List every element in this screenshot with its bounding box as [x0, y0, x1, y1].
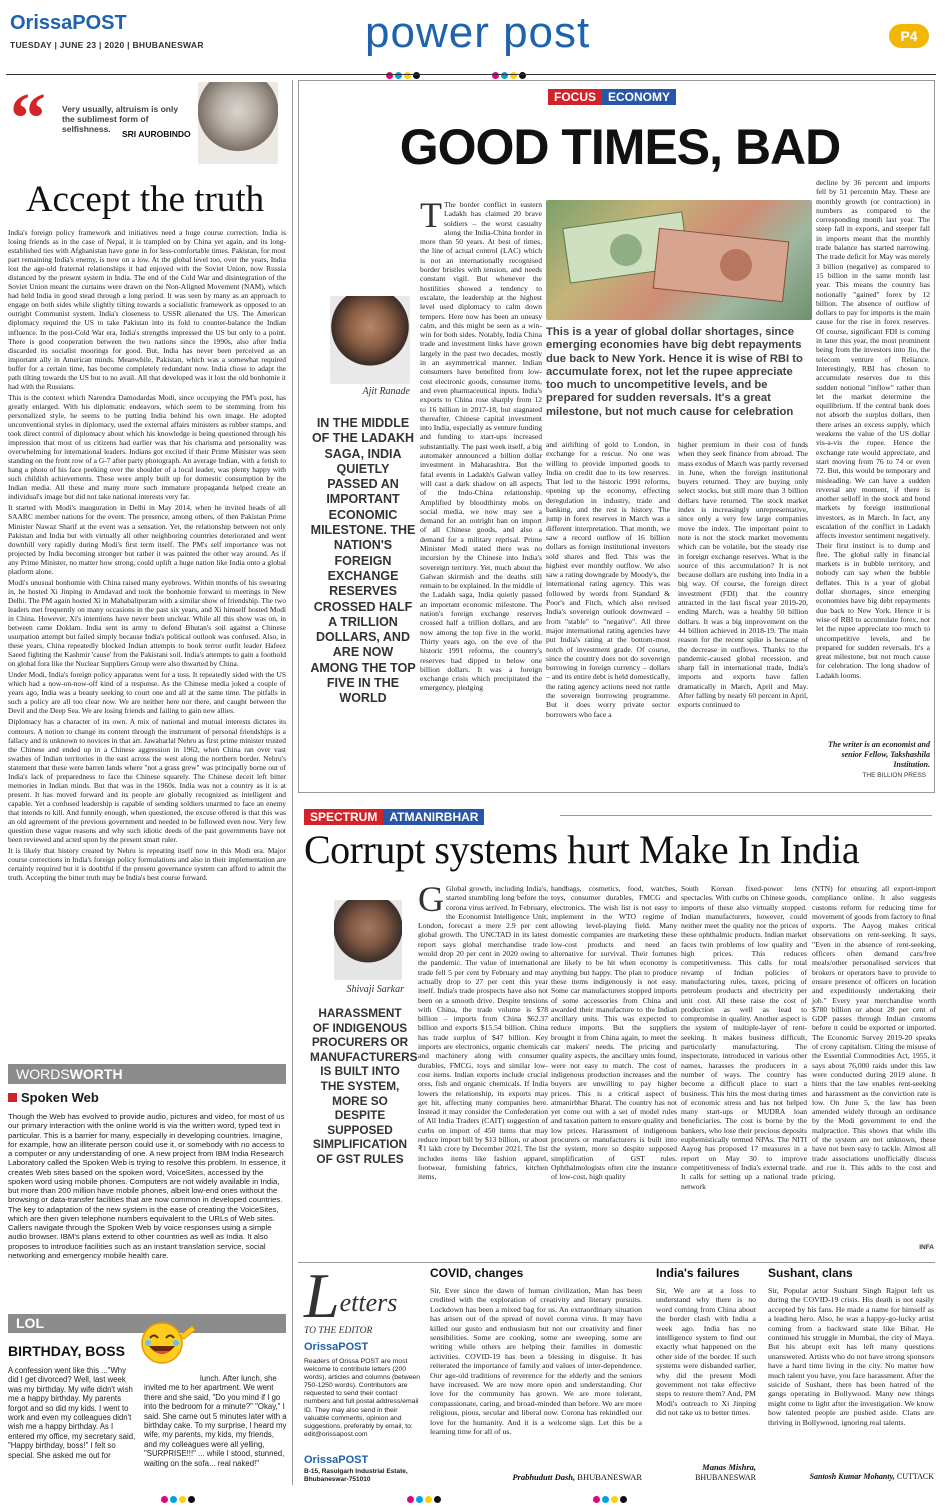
page-number-badge: [889, 24, 929, 48]
focus-col3: higher premium in their cost of funds when they seek finance from abroad. The mass exodus of March was partly reversed in June, when the foreign institutional buyers returned. They are buying only select stocks, but still more than 3 billion dollars have returned. The stock market index is increasingly unrepresentative, since only a very few large companies move the index. The important point to note is not the stock market movements which can be volatile, but the steady rise in foreign exchange reserves. What is the source of this accumulation? It is not because dollars are rushing into India in a big way. Of course, the foreign direct investment (FDI) that the country attracted in the last fiscal year 2019-20, ending March, was a healthy 50 billion dollars. It was a big improvement on the 44 billion achieved in 2018-19. The main reason for the recent spike is because of the decrease in outflows. Thanks to the pandemic-caused global recession, and sharp fall in international trade, India's imports and exports have fallen dramatically in March, April and May. After falling by nearly 60 percent in April, exports continued to: [678, 440, 808, 710]
color-registration-top: [385, 64, 585, 72]
letters-brand-2: [304, 1454, 404, 1467]
column-divider: [292, 80, 293, 1485]
reg-dot-b2: [170, 1496, 177, 1503]
editorial-paragraph: Diplomacy has a character of its own. A mix of national and mutual interests dictates its contours. A notion to change its content through the instrument of personal friendships is a fallacy and is unknown to novices in that art. Jawaharlal Nehru as first prime minister trusted the Chinese and ended up in a Chinese aggression in 1962, when China ran over vast swathes of Indian territories in the east across the west along the northern border. Nehru's statement that these were barren lands where "not a grass grew" was principally borne out of India's lack of preparedness to face the Chinese squarely. The Chinese deceit left bitter memories in Indian minds. But that was in the 1960s. India was not a country as it is at present. It has moved forward and its people are globally recognized as intelligent and capable. Yet a confused leadership is capable of sending soldiers unarmed to face an enemy that intends to kill. And funnily enough, when questioned, the excuse offered is that this was an old agreement of the previous government and needed to be followed even now. Very few question these vague reasons and why such idiotic deeds of the past governments have not been reviewed and acted upon by the present smart ruler.: [8, 717, 286, 845]
letters-top-rule: [298, 1262, 935, 1263]
spectrum-tag-b: ATMANIRBHAR: [383, 809, 484, 825]
spectrum-headline: Corrupt systems hurt Make In India: [304, 827, 860, 872]
focus-headline: GOOD TIMES, BAD: [399, 119, 841, 175]
spectrum-col2: handbags, cosmetics, food, watches, toys, consumer durables, FMCG and electronics. The wish list is not easy to implement in the WTO regime of allowing level-playing field. Many domestic companies are marketing these low-cost products and need an alternative for survival. Their fortunes are likely to be hit when economy is anything but happy. The plan to produce these items indigenously is not easy. Some car manufacturers stopped imports of some accessories from China and awarded their manufacture to the Indian ancillary units. This was expected to reduce imports. But the suppliers brought it from China again, to meet the car makers' needs. The pricing and quality aspects, the ancillary units found, were not easy to match. The cost of indigenous production increases and the buyers are unwilling to pay higher prices. This is a critical aspect of atmanirbhar Bharat. The country has not yet come out with a set of model rules and taxation pattern to ensure quality and low prices. Harassment of indigenous procurers or manufacturers is built into the system, more so despite supposed simplification of GST rules. Ophthalmologists often cite the instance of low-cost, high quality: [551, 884, 677, 1182]
wordsworth-title-text: Spoken Web: [21, 1090, 99, 1105]
reg-dot-b7: [425, 1496, 432, 1503]
section-title: power post: [365, 8, 591, 57]
brand-prefix: Orissa: [10, 12, 73, 34]
header-rule: [6, 74, 936, 75]
letters-brand-prefix-2: Orissa: [304, 1454, 339, 1466]
spectrum-credit: INFA: [919, 1244, 934, 1251]
letters-to-editor: TO THE EDITOR: [304, 1326, 373, 1336]
date-line: TUESDAY | JUNE 23 | 2020 | BHUBANESWAR: [10, 40, 204, 50]
spectrum-col1: [418, 879, 548, 1256]
red-square-icon: [8, 1093, 17, 1102]
letter-3-title: Sushant, clans: [768, 1266, 853, 1280]
editorial-title: Accept the truth: [25, 179, 265, 220]
editorial-paragraph: This is the context which Narendra Damodardas Modi, since occupying the PM's post, has greatly enlarged. With his diplomatic endeavors, which seem to be stemming from his personalized style, he seems to be putting India behind his own image. He adopted unconventional styles in diplomacy, used the external affairs ministers as rubber stamps, and took direct control of diplomacy about which his knowledge is being questioned through his impression that most of us citizens had earlier was that his charisma and personality was overwhelming for international leaders. Indians got excited if their Prime Minister was seen standing on the front row of a G-7 after party photograph. An average Indian, with a fetish to hang a photo of his face peeking over the shoulder of a local leader, was plenty happy with such childish achievements. These were amply built up for domestic consumption by the Indian media. All these and many more such immature propaganda helped create an individual's image but did not take national interests very far.: [8, 392, 286, 502]
spectrum-tag-a: SPECTRUM: [304, 809, 383, 825]
focus-credit: THE BILLION PRESS: [862, 772, 926, 779]
letters-brand-suffix: POST: [338, 1341, 369, 1353]
focus-pull-quote: IN THE MIDDLE OF THE LADAKH SAGA, INDIA QUIETLY PASSED AN IMPORTANT ECONOMIC MILESTONE. THE NATION'S FOREIGN EXCHANGE RESERVES CROSSED HALF A TRILLION DOLLARS, AND ARE NOW AMONG THE TOP FIVE IN THE WORLD: [310, 416, 416, 706]
wordsworth-label-b: WORTH: [69, 1066, 123, 1082]
wordsworth-title: [8, 1090, 208, 1106]
spectrum-col4: (NTN) for ensuring all export-import compliance online. It also suggests customs reform for reducing time for movement of goods from factory to final exports. The Aayog makes critical observations on rent-seeking. It says, "Even in the absence of rent-seeking, officers often demand cars/free meals/other personalised services that brokers or operators have to provide to ensure presence of officers on location and expeditiously undertaking their job." Every year merchandise worth $780 billion or about 28 per cent of GDP passes through Indian customs before it could be exported or imported. The Economic Survey 2019-20 speaks of crony capitalism. Citing the misuse of the Essential Commodities Act, 1955, it says about 76,000 raids under this law were conducted during 2019 alone. It hints that the law enables rent-seeking and harassment as the conviction rate is low. On June 5, the law has been amended widely through an ordinance by the Modi government to end the malpractice. This shows that while ills of the system are not unknown, these have not been easy to tackle. Almost all trade associations unofficially discuss and rue it. This adds to the cost and pricing.: [812, 884, 936, 1182]
reg-dot-b8: [434, 1496, 441, 1503]
focus-col4: decline by 36 percent and imports fell by 51 percentin May. These are monthly growth (or contraction) in numbers as compared to the corresponding month last year. The steep fall in exports, and steeper fall in imports meant that the monthly trade balance has started narrowing. The trade deficit for May was merely 3 billion (negative) as compared to 15 billion in the same month last year. This means the country has notionally "gained" forex by 12 billion. The absence of outflow of dollars to pay for imports is the main cause for the rise in forex reserves. Of course, significant FDI is coming in later this year, the most prominent being from the investors into Jio, the telecom venture of Reliance. Interestingly, RBI has chosen to accumulate reserves due to this sudden notional "inflow" rather than let the market determine the equilibrium. If the central bank does not absorb the surplus dollars, then there arises an excess supply, which weakens the value of the US dollar vis-a-vis the rupee. Hence the exchange rate would appreciate, and start moving from 76 to 74 or even 72. But, this would be temporary and misleading. We can have a sudden reversal any moment, if there is another selloff in the stock and bond markets by foreign institutional investors, as in March. In fact, any escalation of the conflict in Ladakh affects investor sentiment negatively. Their first instinct is to dump and flee. The global rally in financial markets is in bubble territory, and nobody can say when the bubble deflates. This is a year of global dollar shortages, since emerging economies have big debt repayments due back to New York. Hence it is wise of RBI to accumulate forex, not let the rupee appreciate too much to uncompetitive levels, and be prepared for sudden reversals. It's a great milestone, but not much cause for celebration. The long shadow of Ladakh looms.: [816, 178, 930, 680]
masthead-logo: [10, 12, 160, 34]
reg-dot-b1: [161, 1496, 168, 1503]
letter-2-title: India's failures: [656, 1266, 740, 1280]
editorial-paragraph: It is likely that history created by Nehru is repeating itself now in this Modi era. Major course corrections in India's foreign policy formulations and also in their implementation are certainly required but it is doubtful if the present governance system can afford to admit the truth. Accepting the bitter truth may be India's best course forward.: [8, 846, 286, 883]
quote-text: Very usually, altruism is only the sublimest form of selfishness.: [62, 104, 179, 134]
spectrum-dropcap: G: [418, 879, 444, 919]
wordsworth-label: [8, 1064, 286, 1084]
aurobindo-portrait: [198, 82, 278, 164]
letter-3-name: Santosh Kumar Mohanty,: [809, 1472, 895, 1481]
ajit-ranade-photo: [330, 296, 410, 384]
laughing-emoji-icon: [140, 1318, 198, 1368]
letter-1-name: Prabhudutt Dash,: [512, 1472, 576, 1482]
spectrum-rule: [560, 815, 932, 816]
lol-text-col2: lunch. After lunch, she invited me to her apartment. We went there and she said, "Do you mind if I go into the bedroom for a minute?" "Okay," I said. She came out 5 minutes later with a birthday cake. To my surprise, I heard my wife, my parents, my kids, my friends, and my colleagues were all yelling, "SURPRISE!!!" ... while I stood, stunned, waiting on the sofa... real naked!": [144, 1374, 287, 1468]
letters-brand: [304, 1341, 404, 1354]
editorial-paragraph: India's foreign policy framework and initiatives need a huge course correction. India is losing friends as in the case of Nepal, it is trampled on by China yet again, and its long-established ties with Afghanistan have gone in for less-comfortable times. Pakistan, for most part remaining India's enemy, is now on a low. At the global level too, over the years, India lost the age-old fraternal relationships it had enjoyed with the Soviet Union, now Russia distanced by the present system in India. The end of the Cold War and disintegration of the Soviet Union meant the curtains were drawn on the Non-Aligned Movement (NAM), which had held India in good stead through a long period. It was seen by many as an approach to engage on both sides while slightly tilting towards a socialistic framework as opposed to an outright Communist system. India's closeness to USSR alienated the US. The American diplomacy required the US to take Pakistan into its fold to counter-balance the Indian influence. In the post-Cold War era, India's strengths impressed the US but only to a point. There is good cooperation between the two nations since the 1990s, also after India discarded its socialist moorings for good. But, India has never been perceived as an important ally in American minds. Meanwhile, Pakistan, which was a somewhat required buffer for a certain time, has become completely redundant now. India chose to adapt the path tilting towards the US but to no avail. All that developed was it lost the old bonhomie it had with the Russians.: [8, 228, 286, 391]
focus-col2: and airlifting of gold to London, in exchange for a rescue. No one was willing to provide imported goods to India on credit due to its low reserves. That led to the historic 1991 reforms, opening up the economy, effecting deregulation in industry, trade and banking, and the rest is history. The jump in forex reserves in March was a different interpretation. That month, we saw a record outflow of 16 billion dollars as foreign institutional investors sold shares and fled. This was the highest ever monthly outflow. We also saw a rating downgrade by Moody's, the international rating agency. This was followed by words from Standard & Poor's and Fitch, which also revised India's sovereign outlook downward – from "stable" to "negative". All three major international rating agencies have put India's rating at the bottom-most notch of investment grade. Of course, since the country does not do sovereign borrowing in foreign currency – dollars – and its entire debt is held domestically, the rating agency actions need not rattle the sovereign borrowing programme. But it does worry private sector borrowers who face a: [546, 440, 670, 719]
focus-col1-text: The border conflict in eastern Ladakh has claimed 20 brave soldiers – the worst casualty along the India-China border in more than 50 years. At best of times, the line of actual control (LAC) which is not an internationally recognised border bristles with tension, and needs constant vigil. But whenever the hostilities showed a tendency to escalate, the leadership at the highest level used diplomacy to calm down tempers. Here now has been an uneasy calm, and this might be seen as a win-win for both sides. Notably, India China trade and investment links have grown largely in the past two decades, mostly in an asymmetrical manner. Indian consumers have benefited from low-cost electronic goods, consumer items, and even pharmaceutical inputs. India's exports to China rose sharply from 12 to 16 billion in 2017-18, but stagnated thereafter. Chinese capital investment into India, especially as venture funding and funding to start-ups increased substantially. The past week itself, a big automaker announced a billion dollar investment in Maharashtra. But the fatal events in Ladakh's Galwan valley will cast a dark shadow on all aspects of the Indo-China relationship. Amplified by bloodthirsty mobs on social media, we now may see a demand for an outright ban on import of all Chinese goods, and also a demand for a military reprisal. Prime Minister Modi stated there was no incursion by the Chinese into India's sovereign territory. Yet, much about the Galwan skirmish and the deaths still remain to be explained. In the middle of the Ladakh saga, India quietly passed an important economic milestone. The nation's foreign exchange reserves crossed half a trillion dollars, and are now among the top five in the world. Thirty years ago, on the eve of the historic 1991 reforms, the country's reserves had dipped to below one billion dollars. It was a foreign exchange crisis which precipitated the emergency, pledging: [420, 200, 542, 693]
reg-dot-b4: [188, 1496, 195, 1503]
currency-notes-photo: [546, 200, 812, 320]
letter-1-title: COVID, changes: [430, 1266, 524, 1280]
editorial-paragraph: Under Modi, India's foreign policy apparatus went for a toss. It repeatedly sided with the US which had a now-on-now-off kind of a response. As the Chinese media joked a couple of years ago, India was a beauty seeking to court one and all at the same time. The pitfalls in such a policy are all too clear now. We are neither here nor there, and caught between the Devil and the Deep Sea. We are losing friends and failing to gain new allies.: [8, 670, 286, 716]
lol-title: BIRTHDAY, BOSS: [8, 1343, 125, 1359]
letter-3-text: Sir, Popular actor Sushant Singh Rajput left us during the COVID-19 crisis. His death is not easily accepted by his fans. He made a name for himself as a leading hero. Also, he was a happy-go-lucky artist coming from a backward state like Bihar. He continued his struggle in Mumbai, the city of Maya. But his abrupt exit has left many questions unanswered. Artists who do not have strong sponsors have a hard time living in the city. No matter how much talent you have, you face harassment. After the suicide of Sushant, there has been hatred of the gangs operating in Bollywood. Many new things might come to light after the investigation. We know how talented people are pushed aside. Clans are thriving in Bollywood, ignoring real talents.: [768, 1286, 934, 1427]
spectrum-author: Shivaji Sarkar: [346, 984, 404, 995]
reg-dot-b9: [593, 1496, 600, 1503]
focus-author: Ajit Ranade: [362, 386, 410, 397]
lol-label-text: LOL: [16, 1315, 44, 1331]
page-number: P4: [900, 28, 918, 44]
letters-big-l: L: [304, 1260, 340, 1331]
editorial-paragraph: It started with Modi's inauguration in Delhi in May 2014, when he invited heads of all SAARC member nations for the event. The presence, among others, of then Pakistan Prime Minister Nawaz Sharif at the event was a sensation. Yet, the relationship between not only Pakistan and India but with virtually all other neighboring countries deteriorated and went downhill very rapidly during Modi's first term itself. The PM's self importance was not projected by India becoming stronger but rather it was painted the other way around. As if any Prime Minister, no matter how strong, could uplift a huge nation like India onto a global platform alone.: [8, 503, 286, 576]
reg-dot-b12: [620, 1496, 627, 1503]
letters-brand-prefix: Orissa: [304, 1341, 339, 1353]
focus-caption: This is a year of global dollar shortages, since emerging economies have big debt repayments due back to New York. Hence it is wise of RBI to accumulate forex, not let the rupee appreciate too much to uncompetitive levels, and be prepared for sudden reversals. It's a great milestone, but not much cause for celebration: [546, 326, 803, 418]
editorial-paragraph: Modi's unusual bonhomie with China raised many eyebrows. Within months of his swearing in, he hosted Xi Jinping in Amdavad and took the bonhomie forward to meetings in New Delhi. The PM again hosted Xi in Mahabalipuram with a similar show of friendship. The two leaders met frequently on many occasions in the past six years, and Xi himself hosted Modi in China. However, Xi's intentions have never been unclear. While all this show was on, in between came Doklam. India sent its army to defend Bhutan's soil against a Chinese usurpation attempt but failed simply because India's political outlook was confused. Also, in these years, China repeatedly blocked Indian attempts to book terror outfit leader Hafeez Saeed fighting the Kashmir 'cause' from the Pakistani soil. India's attempts to gain a foothold on global fora like the Nuclear Suppliers Group were also thwarted by China.: [8, 577, 286, 669]
focus-tag-b: ECONOMY: [602, 89, 676, 105]
shivaji-sarkar-photo: [334, 900, 402, 980]
focus-tag-a: FOCUS: [548, 89, 602, 105]
reg-dot-b6: [416, 1496, 423, 1503]
letters-brand-suffix-2: POST: [338, 1454, 369, 1466]
brand-suffix: POST: [72, 12, 127, 34]
letters-word: etters: [339, 1288, 398, 1317]
quote-author: SRI AUROBINDO: [122, 129, 191, 139]
letters-instructions: Readers of Orissa POST are most welcome to contribute letters (200 words), articles and columns (between 750-1250 words). Contributors are requested to send their contact numbers and full postal address/email ID. They may also send in their valuable comments, opinion and suggestions, preferably by email, to: edit@orissapost.com: [304, 1358, 420, 1438]
letter-2-place: BHUBANESWAR: [695, 1473, 756, 1482]
color-registration-bottom: [160, 1488, 800, 1496]
spectrum-tag: [304, 806, 544, 824]
letter-1-place: BHUBANESWAR: [577, 1472, 642, 1482]
reg-dot-b3: [179, 1496, 186, 1503]
focus-dropcap: T: [420, 195, 442, 235]
spectrum-col3: South Korean fixed-power lens spectacles. With curbs on Chinese goods, imports of these also virtually stopped. Indian manufacturers, however, could neither meet the quality nor the prices of these ophthalmic products. Indian market faces twin problems of low quality and high prices. This reduces competitiveness. This calls for total revamp of Indian policies of manufacturing rules, taxes, pricing of petroleum products and electricity per unit cost. All these raise the cost of production as well as lead to compromise in quality. Another aspect is the system of multiple-layer of rent-seeking. It makes business difficult, particularly manufacturing. The inspectorate, introduced in various other names, harasses the producers in a number of ways. The country has become a difficult place to start a business. This hits the most during times of economic stress and has not helped many start-ups or MUDRA loan beneficiaries. The cost is borne by the bankers, who lose their precious deposits euphemistically termed NPAs. The NITI Aayog has proposed 17 measures in a report on May 30 to improve competitiveness of India's external trade. It calls for setting up a national trade network: [681, 884, 807, 1191]
letter-3-signoff: [768, 1472, 934, 1484]
quote-mark-icon: “: [10, 78, 46, 158]
focus-col1: [420, 195, 542, 784]
spectrum-col1-text: Global growth, including India's, started stumbling long before the corona virus arrived. In February, the Economist Intelligence Unit, London, forecast a mere 2.9 per cent global growth. The UNCTAD in its latest report says global merchandise trade would drop 20 per cent in 2020 owing to the pandemic. The value of international trade fell 5 per cent by February and may actually drop to 27 per cent this year itself. India's trade prospects have also not been on a smooth drive. Despite tensions with China, the trade volume is $78 billion – imports from China $62.37 billion and exports $15.54 billion. China has trade surplus of $47 billion. Key imports are electronics, organic chemicals and machinery along with consumer durables, FMCG, toys and similar low-cost items. Indian exports include crucial ores, fish and organic chemicals. If India lowers the relationship, its exports may get hit, affecting many companies here. Instead it may consider the Confederation of All India Traders (CAIT) suggestion of curbs on import of 450 items that may reduce import bill by $13 billion, or about ₹1 lakh crore by December 2021. The list includes items like fashion apparel, footwear, furnishing fabrics, kitchen items,: [418, 884, 548, 1182]
focus-bio: The writer is an economist and senior Fellow, Takshashila Institution.: [827, 740, 930, 769]
letters-address: B-15, Rasulgarh Industrial Estate, Bhubaneswar-751010: [304, 1468, 408, 1483]
letter-1-text: Sir, Ever since the dawn of human civilization, Man has been credited with the exploration of creativity and literary pursuits. Lockdown has been a mixed bag for us. An extraordinary situation has arisen out of the spread of novel corona virus. It may have killed our gusto and enthusiasm but not our creativity and finer sensibilities. Some are cooking, some are sweeping, some are writing while others are helping their families in domestic activities. COVID-19 has been a blessing in disguise. It has reiterated the importance of family and values of inter-dependence. Our age-old traditions of reverence for the elderly and the seniors have increased. We are now more open and understanding. Our love for the community has grown. We are more tolerant, compassionate, caring, and broad-minded than before. We are more religious, pious, secular and liberal now. Corona has rekindled our love for the humanity. And it is a welcome sign. Let this be a learning time for all of us.: [430, 1286, 642, 1437]
spectrum-pull-quote: HARASSMENT OF INDIGENOUS PROCURERS OR MANUFACTURERS IS BUILT INTO THE SYSTEM, MORE SO DESPITE SUPPOSED SIMPLIFICATION OF GST RULES: [310, 1006, 418, 1166]
wordsworth-label-a: WORDS: [16, 1066, 70, 1082]
letter-2-name: Manas Mishra,: [702, 1462, 756, 1472]
reg-dot-b10: [602, 1496, 609, 1503]
reg-dot-b11: [611, 1496, 618, 1503]
reg-dot-b5: [407, 1496, 414, 1503]
letter-1-signoff: [430, 1472, 642, 1484]
letter-3-place: CUTTACK: [896, 1472, 934, 1481]
wordsworth-text: Though the Web has evolved to provide audio, pictures and video, for most of us our primary interaction with the online world is via the written word, typed text in particular. This is a barrier for many, especially in developing countries. Imagine, for example, how an illiterate person could use it, or somebody with no access to a computer or any understanding of one. A new project from IBM India Research Laboratory called the Spoken Web is trying to resolve this problem. In essence, it creates Web sites based on the spoken word, VoiceSites, accessed by the spoken word using mobile phones. Computers are not widely available in India, but more than 200 million have mobile phones, albeit low-end ones without the browsing or data-transfer facilities that are now common in developed countries. The key to adaptation of the new system is the ease of creating the VoiceSites, which are then given telephone numbers equivalent to the URLs of Web sites. Callers navigate through the Spoken Web by voice responses using a simple audio browser. IBM's plans extend to other countries as well as India. It also proposes to introduce facilities such as an instant translation service, social networking and emergency mobile health care.: [8, 1112, 286, 1260]
focus-tag: [548, 86, 728, 104]
editorial-body: [8, 228, 286, 1058]
lol-text-col1: A confession went like this ..."Why did I get divorced? Well, last week was my birthday. My wife didn't wish me a happy birthday. My parents forgot and so did my kids. I went to work and even my colleagues didn't wish me a happy birthday. As I entered my office, my secretary said, "Happy birthday, boss!" I felt so special. She asked me out for: [8, 1366, 136, 1460]
letter-2-text: Sir, We are at a loss to understand why there is no word coming from China about the border clash with India a week ago. India has no intelligence system to find out exactly what happened on the other side of the border. If such systems were disbanded earlier, why did the present Modi government not take effective steps to restore them? And, PM Modi's outreach to Xi Jinping did not take us to better times.: [656, 1286, 756, 1418]
